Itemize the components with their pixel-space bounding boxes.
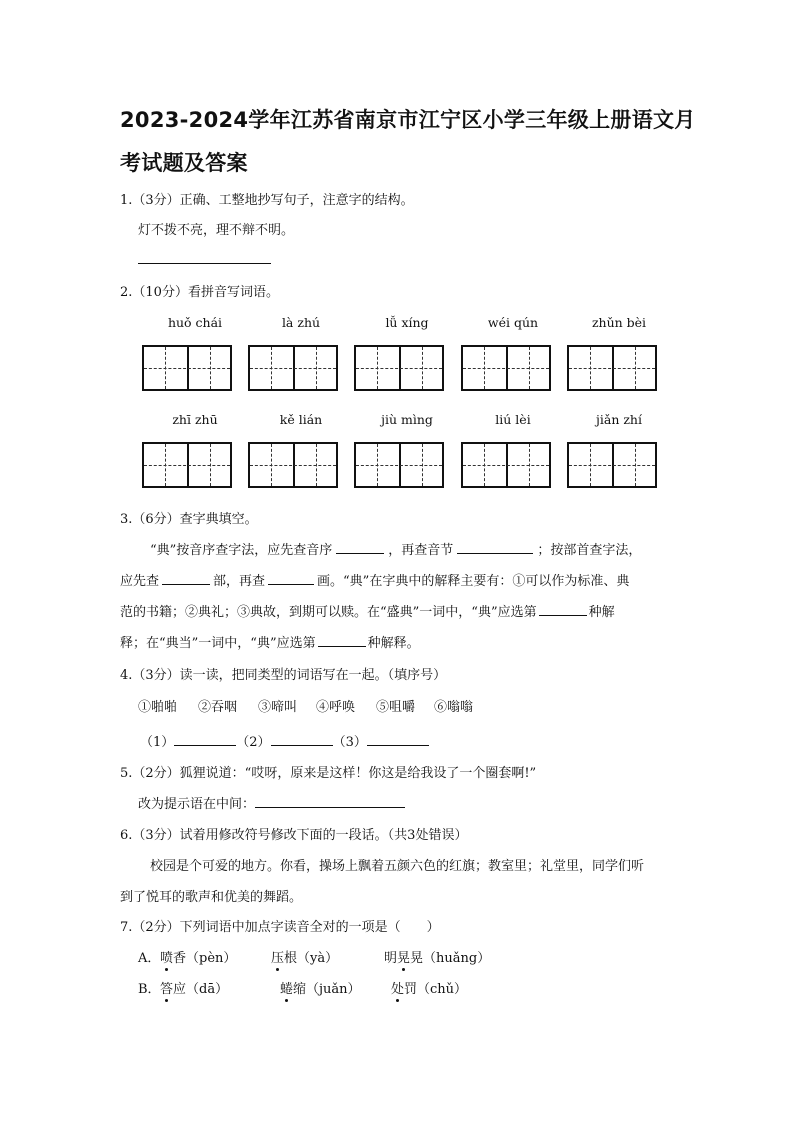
option-b-word-3: 处罚（chǔ） <box>391 982 468 997</box>
question-5-line2 <box>138 793 405 812</box>
q4-label-3: （3） <box>332 735 367 750</box>
q3-text: 释；在“典当”一词中，“典”应选第 <box>120 636 316 651</box>
q3-text: ；按部首查字法， <box>537 543 642 558</box>
question-4-item: ②吞咽 <box>198 700 238 715</box>
pinyin-3: lǚ xíng <box>385 315 429 330</box>
answer-blank[interactable] <box>318 634 366 647</box>
question-6-stem: 6.（3分）试着用修改符号修改下面的一段话。（共3处错误） <box>120 828 468 843</box>
pinyin-7: kě lián <box>279 412 323 427</box>
answer-blank[interactable] <box>255 795 405 808</box>
answer-blank[interactable] <box>336 541 384 554</box>
question-3-line1 <box>150 539 641 558</box>
q3-text: ，再查音节 <box>388 543 454 558</box>
writing-grid[interactable] <box>248 442 338 488</box>
answer-blank[interactable] <box>367 733 429 746</box>
writing-grid[interactable] <box>354 442 444 488</box>
option-a-word-1: 喷香（pèn） <box>160 951 237 966</box>
question-1-stem: 1.（3分）正确、工整地抄写句子，注意字的结构。 <box>120 193 414 208</box>
answer-blank[interactable] <box>271 733 333 746</box>
question-4-item: ⑤咀嚼 <box>376 700 416 715</box>
q4-label-1: （1） <box>140 735 175 750</box>
question-5-stem: 5.（2分）狐狸说道：“哎呀，原来是这样！你这是给我设了一个圈套啊!” <box>120 766 537 781</box>
question-4-item: ③啼叫 <box>258 700 298 715</box>
answer-blank[interactable] <box>162 572 210 585</box>
question-3-line2 <box>120 570 629 589</box>
q4-label-2: （2） <box>236 735 271 750</box>
pinyin-1: huǒ chái <box>167 315 223 330</box>
document-title-line2: 考试题及答案 <box>120 151 248 175</box>
option-b-word-2: 蜷缩（juǎn） <box>280 982 361 997</box>
question-1-sentence: 灯不拨不亮，理不辩不明。 <box>138 223 295 238</box>
option-a-label: A． <box>138 951 161 966</box>
question-2-stem: 2.（10分）看拼音写词语。 <box>120 285 279 300</box>
pinyin-8: jiù mìng <box>381 412 433 427</box>
question-3-stem: 3.（6分）查字典填空。 <box>120 512 258 527</box>
option-a-word-2: 压根（yà） <box>271 951 339 966</box>
option-a-word-3: 明晃晃（huǎng） <box>384 951 491 966</box>
question-3-line3 <box>120 601 615 620</box>
writing-grid[interactable] <box>461 442 551 488</box>
question-4-item: ④呼唤 <box>316 700 356 715</box>
writing-grid[interactable] <box>142 442 232 488</box>
q3-text: 种解 <box>588 605 615 620</box>
question-4-item: ⑥嗡嗡 <box>434 700 474 715</box>
question-1-answer-line[interactable] <box>138 263 271 264</box>
q3-text: “典”按音序查字法，应先查音序 <box>150 543 333 558</box>
pinyin-2: là zhú <box>281 315 321 330</box>
writing-grid[interactable] <box>248 345 338 391</box>
question-4-answers <box>140 731 429 750</box>
question-6-paragraph-line1: 校园是个可爱的地方。你看，操场上飘着五颜六色的红旗；教室里；礼堂里，同学们听 <box>150 859 645 874</box>
option-b-word-1: 答应（dā） <box>160 982 229 997</box>
question-6-paragraph-line2: 到了悦耳的歌声和优美的舞蹈。 <box>120 890 303 905</box>
pinyin-10: jiǎn zhí <box>596 412 642 427</box>
pinyin-5: zhǔn bèi <box>591 315 647 330</box>
writing-grid[interactable] <box>567 442 657 488</box>
writing-grid[interactable] <box>142 345 232 391</box>
writing-grid[interactable] <box>354 345 444 391</box>
pinyin-9: liú lèi <box>495 412 531 427</box>
q3-text: 范的书籍；②典礼；③典故，到期可以赎。在“盛典”一词中，“典”应选第 <box>120 605 537 620</box>
question-3-line4 <box>120 632 420 651</box>
answer-blank[interactable] <box>174 733 236 746</box>
q3-text: 种解释。 <box>367 636 420 651</box>
pinyin-4: wéi qún <box>487 315 539 330</box>
q3-text: 画。“典”在字典中的解释主要有：①可以作为标准、典 <box>317 574 630 589</box>
answer-blank[interactable] <box>539 603 587 616</box>
question-4-item: ①啪啪 <box>138 700 178 715</box>
answer-blank[interactable] <box>268 572 314 585</box>
document-title-line1: 2023-2024学年江苏省南京市江宁区小学三年级上册语文月 <box>120 108 696 132</box>
q5-prompt: 改为提示语在中间： <box>138 797 256 812</box>
q3-text: 部，再查 <box>213 574 266 589</box>
option-b-label: B． <box>138 982 161 997</box>
answer-blank[interactable] <box>457 541 533 554</box>
pinyin-6: zhī zhū <box>172 412 218 427</box>
q3-text: 应先查 <box>120 574 160 589</box>
writing-grid[interactable] <box>567 345 657 391</box>
question-4-stem: 4.（3分）读一读，把同类型的词语写在一起。（填序号） <box>120 668 447 683</box>
writing-grid[interactable] <box>461 345 551 391</box>
question-7-stem: 7.（2分）下列词语中加点字读音全对的一项是（ ） <box>120 920 440 935</box>
